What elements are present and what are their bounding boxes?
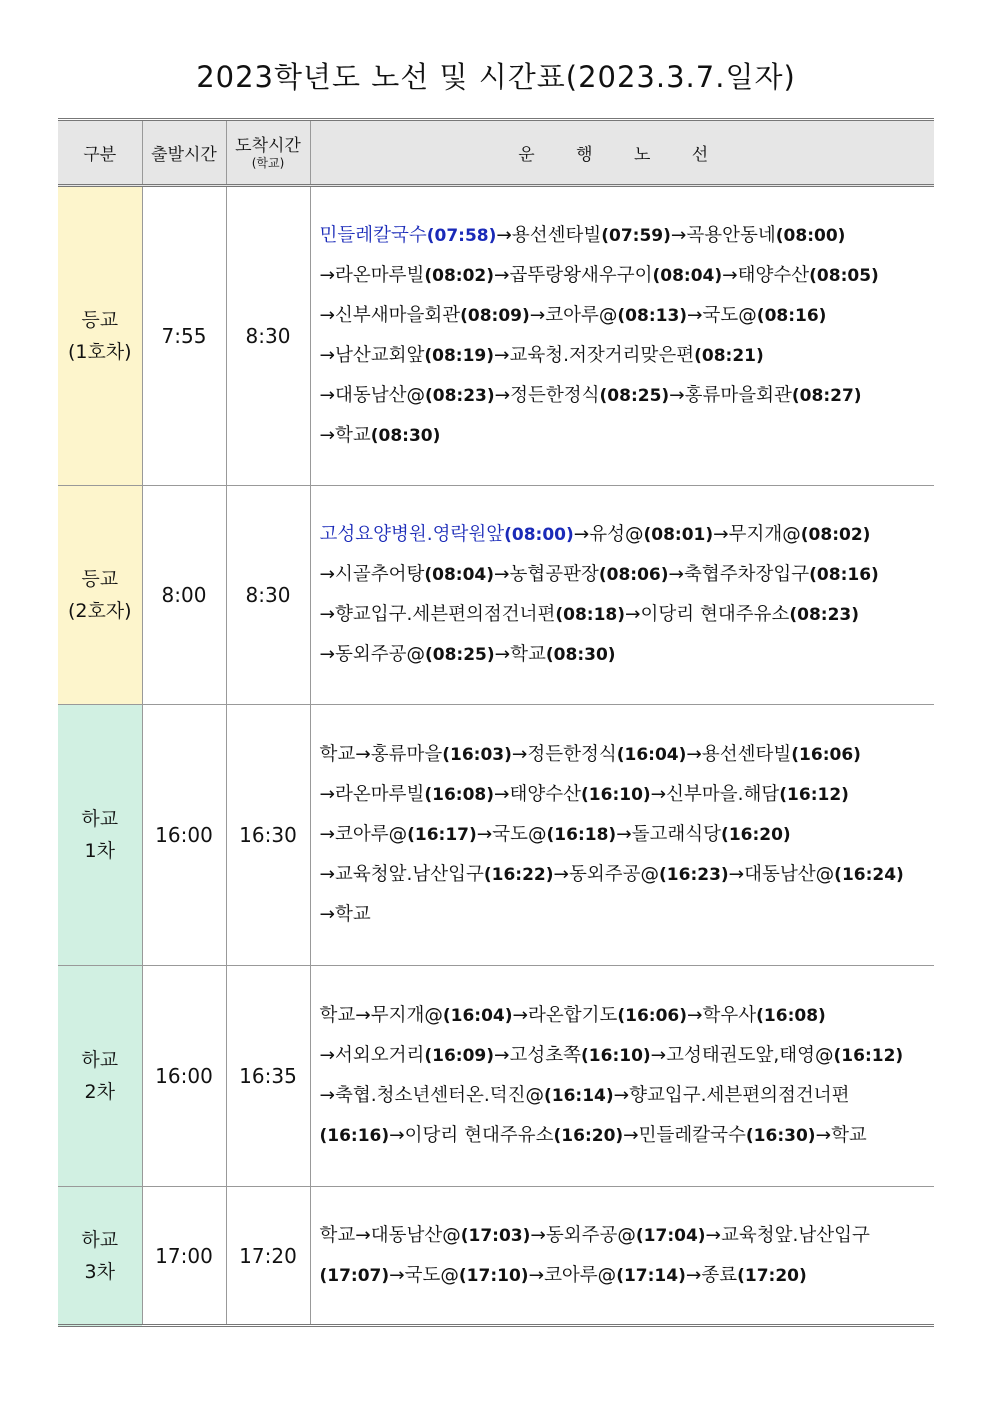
stop-time: (16:22)	[483, 865, 554, 885]
stop-name: →축협.청소년센터온.덕진@	[319, 1085, 544, 1106]
stop-time: (08:04)	[652, 266, 723, 286]
stop-name: →교육청.저잣거리맞은편	[494, 345, 695, 366]
row-category-type: 등교	[81, 568, 119, 590]
stop-time: (16:06)	[617, 1006, 688, 1026]
header-route: 운 행 노 선	[310, 120, 934, 186]
route-line	[320, 775, 927, 815]
stop-time: (16:08)	[424, 785, 495, 805]
stop-name: →대동남산@	[728, 864, 835, 885]
stop-time: (08:04)	[424, 565, 495, 585]
route-line	[320, 815, 927, 855]
row-category-bus: (1호차)	[67, 341, 132, 363]
stop-name: →정든한정식	[494, 385, 600, 406]
stop-name: →남산교회앞	[319, 345, 425, 366]
stop-name: →고성초쪽	[494, 1045, 582, 1066]
route-line	[320, 595, 927, 635]
row-category-bus: 2차	[84, 1081, 115, 1103]
stop-time: (08:21)	[694, 346, 764, 366]
route-line	[320, 216, 927, 256]
stop-name: →민들레칼국수	[623, 1125, 746, 1146]
stop-time: (16:18)	[546, 825, 617, 845]
stop-time: (08:01)	[643, 525, 714, 545]
stop-time: (16:06)	[791, 745, 861, 765]
stop-time: (08:02)	[424, 266, 495, 286]
row-category-type: 하교	[81, 1049, 119, 1071]
stop-name: 학교→홍류마을	[319, 744, 443, 765]
stop-time: (17:14)	[616, 1265, 686, 1286]
header-arrive	[226, 120, 310, 186]
stop-name: →국도@	[476, 824, 547, 845]
stop-time: (07:59)	[601, 226, 671, 246]
stop-name: →대동남산@	[319, 385, 425, 406]
row-depart-time: 17:00	[142, 1187, 226, 1326]
stop-time: (16:12)	[779, 785, 849, 805]
stop-name: →학교	[494, 644, 546, 665]
stop-name: →국도@	[389, 1264, 459, 1286]
stop-name: →향교입구.세븐편의점건너편	[613, 1085, 850, 1106]
stop-time: (08:02)	[800, 525, 871, 545]
stop-name: →국도@	[687, 305, 757, 326]
stop-name: →코아루@	[528, 1264, 617, 1286]
stop-time: (08:09)	[460, 306, 530, 326]
row-arrive-time: 16:35	[226, 966, 310, 1187]
stop-name: →동외주공@	[319, 644, 425, 665]
table-header-row	[58, 120, 934, 186]
stop-name: →이당리 현대주유소	[625, 604, 790, 625]
row-depart-time: 8:00	[142, 486, 226, 705]
stop-name: 학교→무지개@	[319, 1005, 443, 1026]
table-row	[58, 486, 934, 705]
stop-time: (08:16)	[756, 306, 827, 326]
stop-name: →종료	[685, 1264, 738, 1286]
row-arrive-time: 17:20	[226, 1187, 310, 1326]
stop-time: (17:03)	[460, 1225, 531, 1246]
stop-time: (08:25)	[425, 645, 495, 665]
stop-name: →학우사	[687, 1005, 757, 1026]
header-category: 구분	[58, 120, 142, 186]
stop-time: (08:00)	[775, 226, 846, 246]
stop-time: (16:10)	[581, 785, 651, 805]
stop-name: →교육청앞.남산입구	[319, 864, 484, 885]
stop-name: →코아루@	[529, 305, 618, 326]
stop-name: →동외주공@	[553, 864, 660, 885]
stop-name: →신부마을.해담	[650, 784, 780, 805]
stop-time: (08:25)	[599, 386, 670, 406]
header-arrive-label: 도착시간	[235, 135, 301, 156]
stop-name: →향교입구.세븐편의점건너편	[319, 604, 556, 625]
stop-name: 고성요양병원.영락원앞	[319, 524, 505, 545]
route-line	[320, 855, 927, 895]
header-depart: 출발시간	[142, 120, 226, 186]
route-line	[320, 1216, 927, 1256]
stop-time: (08:16)	[809, 565, 879, 585]
stop-name: →유성@	[573, 524, 644, 545]
row-route	[310, 966, 934, 1187]
stop-name: →홍류마을회관	[669, 385, 792, 406]
row-category-bus: 3차	[84, 1260, 115, 1283]
route-line	[320, 256, 927, 296]
stop-time: (17:04)	[635, 1225, 706, 1246]
stop-name: →코아루@	[319, 824, 408, 845]
stop-time: (17:10)	[458, 1265, 529, 1286]
row-category	[58, 1187, 142, 1326]
stop-name: →축협주차장입구	[668, 564, 810, 585]
schedule-table	[58, 118, 934, 1327]
stop-name: →곱뚜랑왕새우구이	[494, 265, 653, 286]
stop-name: →서외오거리	[319, 1045, 425, 1066]
row-category-bus: 1차	[84, 840, 115, 862]
row-category-type: 하교	[81, 808, 119, 830]
route-line	[320, 515, 927, 555]
stop-time: (08:23)	[425, 386, 495, 406]
stop-name: →신부새마을회관	[319, 305, 461, 326]
row-route	[310, 1187, 934, 1326]
route-line	[320, 555, 927, 595]
stop-name: →용선센타빌	[496, 225, 602, 246]
stop-time: (08:06)	[598, 565, 669, 585]
stop-time: (16:20)	[553, 1126, 624, 1146]
stop-time: (08:05)	[809, 266, 879, 286]
route-line	[320, 296, 927, 336]
stop-time: (08:30)	[545, 645, 616, 665]
row-category-bus: (2호자)	[67, 600, 132, 622]
stop-time: (08:19)	[424, 346, 495, 366]
stop-name: →학교	[319, 904, 371, 925]
row-category-type: 하교	[81, 1228, 119, 1251]
route-line	[320, 735, 927, 775]
stop-name: →태양수산	[494, 784, 582, 805]
stop-time: (16:08)	[756, 1006, 826, 1026]
stop-time: (16:14)	[543, 1086, 614, 1106]
row-route	[310, 186, 934, 486]
stop-time: (08:00)	[504, 525, 574, 545]
stop-name: →용선센타빌	[686, 744, 792, 765]
route-line	[320, 416, 927, 456]
stop-name: →학교	[319, 425, 371, 446]
table-row	[58, 186, 934, 486]
route-line	[320, 376, 927, 416]
stop-time: (16:04)	[616, 745, 687, 765]
row-depart-time: 16:00	[142, 966, 226, 1187]
stop-time: (17:20)	[737, 1265, 807, 1286]
row-route	[310, 705, 934, 966]
stop-name: →시골추어탕	[319, 564, 425, 585]
stop-name: →곡용안동네	[670, 225, 776, 246]
stop-time: (16:03)	[442, 745, 512, 765]
stop-time: (16:24)	[834, 865, 904, 885]
stop-time: (16:20)	[721, 825, 791, 845]
route-line	[320, 1036, 927, 1076]
stop-name: →교육청앞.남산입구	[705, 1224, 870, 1246]
stop-time: (16:12)	[833, 1046, 904, 1066]
route-line	[320, 1256, 927, 1296]
row-category	[58, 966, 142, 1187]
stop-time: (16:04)	[442, 1006, 513, 1026]
stop-name: →태양수산	[722, 265, 810, 286]
stop-time: (16:17)	[407, 825, 477, 845]
row-category-type: 등교	[81, 309, 119, 331]
route-line	[320, 1076, 927, 1116]
stop-name: →라온마루빌	[319, 265, 425, 286]
table-row	[58, 705, 934, 966]
header-arrive-note: (학교)	[251, 155, 285, 170]
stop-time: (08:30)	[370, 426, 441, 446]
stop-name: 민들레칼국수	[319, 225, 427, 246]
stop-name: 학교→대동남산@	[319, 1224, 461, 1246]
table-row	[58, 966, 934, 1187]
stop-name: →이당리 현대주유소	[389, 1125, 554, 1146]
stop-name: →정든한정식	[511, 744, 617, 765]
stop-time: (08:23)	[789, 605, 860, 625]
row-category	[58, 486, 142, 705]
stop-name: →라온마루빌	[319, 784, 425, 805]
route-line	[320, 996, 927, 1036]
stop-name: →무지개@	[713, 524, 801, 545]
page-title: 2023학년도 노선 및 시간표(2023.3.7.일자)	[196, 60, 796, 94]
stop-name: →고성태권도앞,태영@	[650, 1045, 834, 1066]
route-line	[320, 895, 927, 935]
stop-time: (07:58)	[426, 226, 497, 246]
row-depart-time: 16:00	[142, 705, 226, 966]
stop-name: →동외주공@	[530, 1224, 636, 1246]
row-category	[58, 186, 142, 486]
row-depart-time: 7:55	[142, 186, 226, 486]
stop-time: (17:07)	[319, 1265, 390, 1286]
row-arrive-time: 8:30	[226, 186, 310, 486]
stop-name: →농협공판장	[494, 564, 599, 585]
stop-time: (16:23)	[659, 865, 729, 885]
stop-time: (16:10)	[581, 1046, 651, 1066]
stop-time: (16:30)	[745, 1126, 816, 1146]
route-line	[320, 336, 927, 376]
route-line	[320, 1116, 927, 1156]
row-route	[310, 486, 934, 705]
stop-time: (08:18)	[555, 605, 625, 625]
stop-time: (16:09)	[424, 1046, 495, 1066]
stop-time: (08:13)	[617, 306, 688, 326]
table-row	[58, 1187, 934, 1326]
row-category	[58, 705, 142, 966]
route-line	[320, 635, 927, 675]
stop-name: →라온합기도	[512, 1005, 618, 1026]
stop-time: (16:16)	[319, 1126, 390, 1146]
stop-time: (08:27)	[791, 386, 862, 406]
row-arrive-time: 16:30	[226, 705, 310, 966]
stop-name: →학교	[815, 1125, 867, 1146]
stop-name: →돌고래식당	[616, 824, 722, 845]
row-arrive-time: 8:30	[226, 486, 310, 705]
